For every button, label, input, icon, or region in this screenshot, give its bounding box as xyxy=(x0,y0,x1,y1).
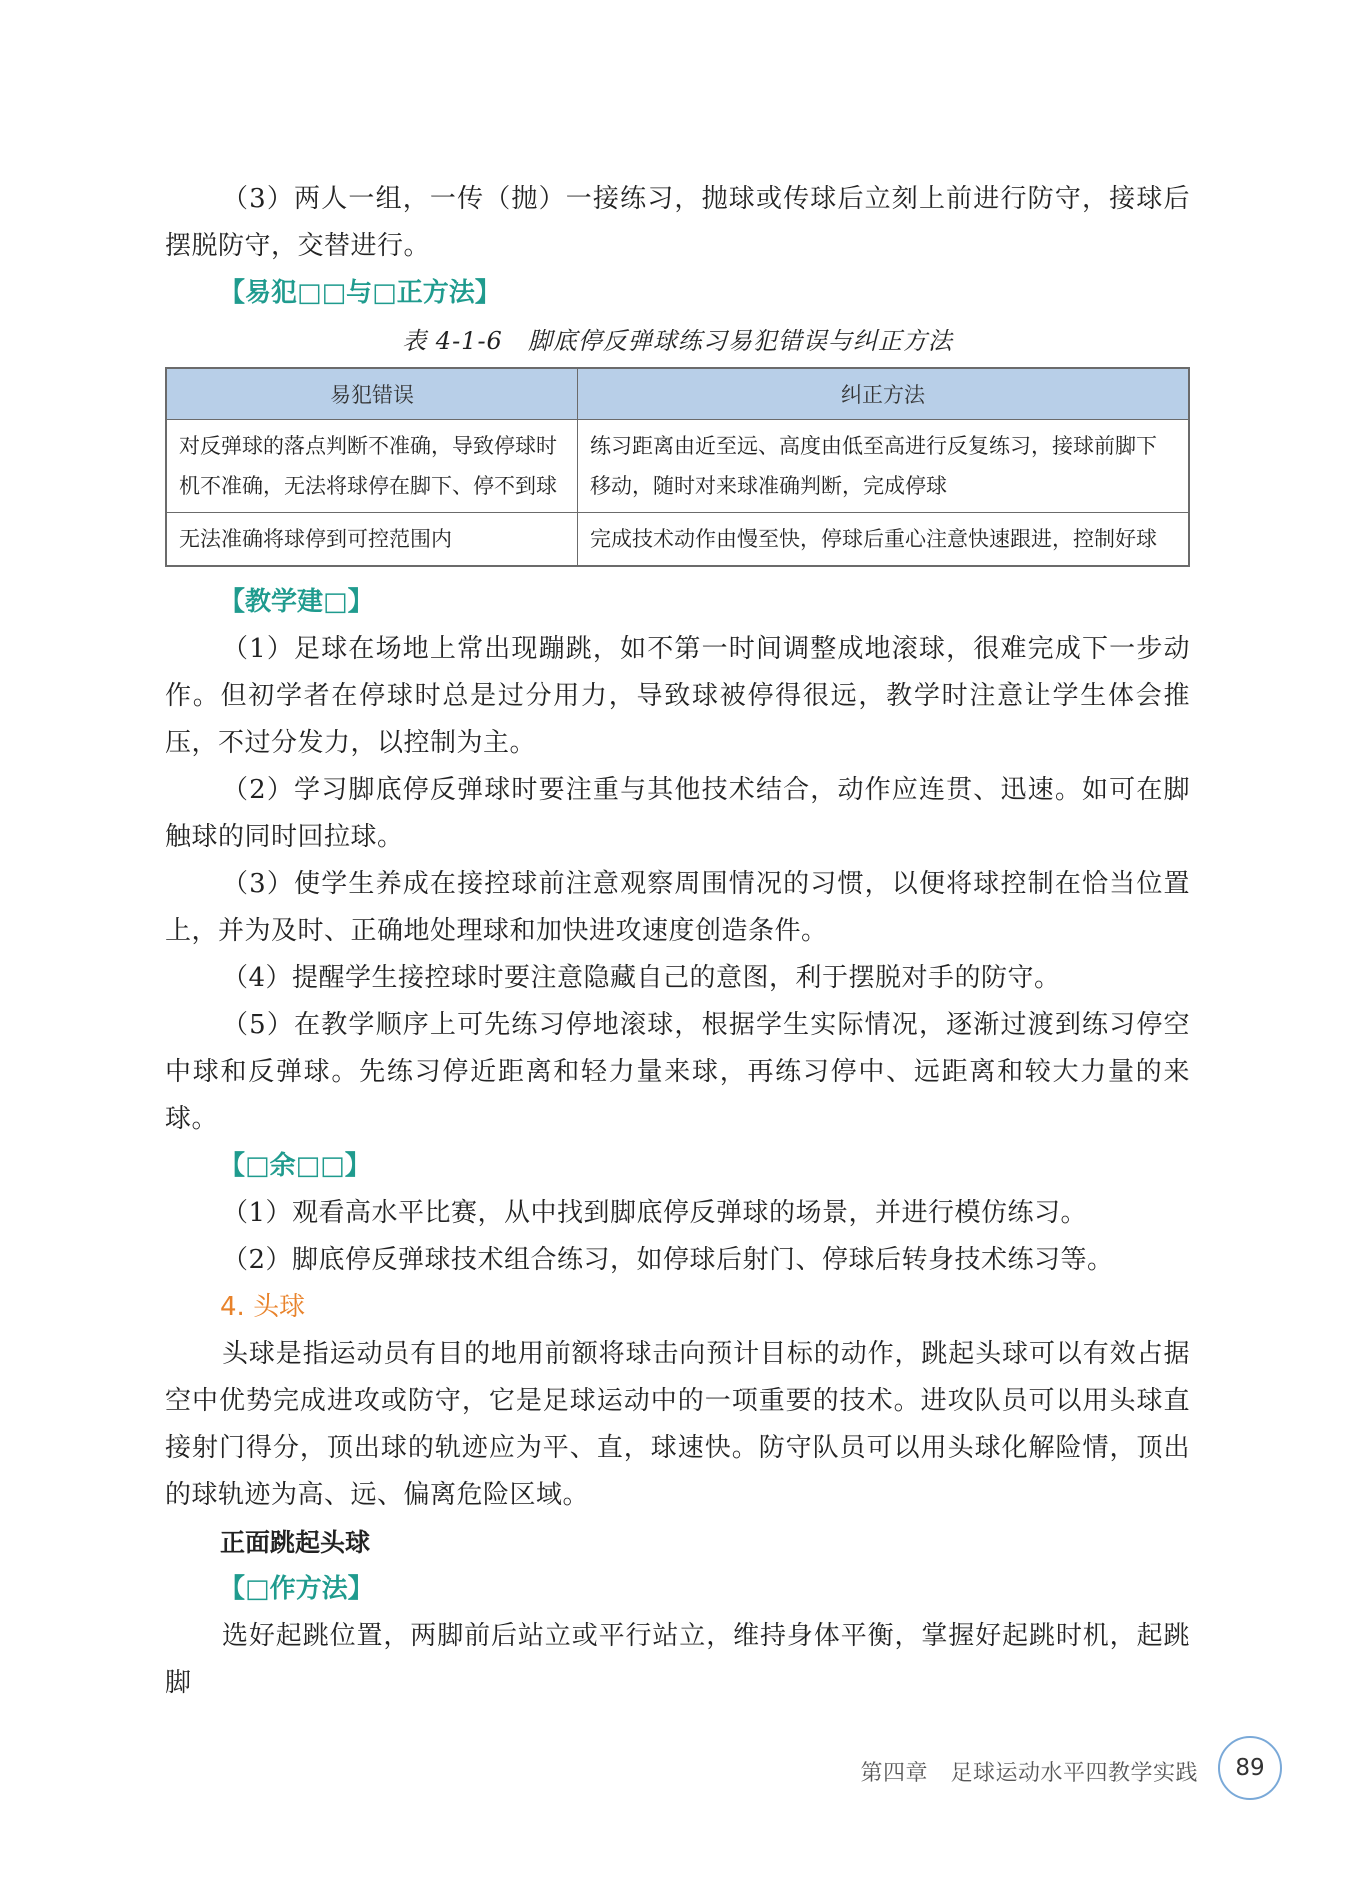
header-ball-paragraph: 头球是指运动员有目的地用前额将球击向预计目标的动作，跳起头球可以有效占据空中优势完成进攻或防守，它是足球运动中的一项重要的技术。进攻队员可以用头球直接射门得分，顶出球的轨迹应为平、直，球速快。防守队员可以用头球化解险情，顶出的球轨迹为高、远、偏离危险区域。 xyxy=(165,1339,1190,1510)
table-row xyxy=(166,513,1189,567)
page-number: 89 xyxy=(1218,1736,1282,1800)
column-header: 纠正方法 xyxy=(578,368,1190,420)
method-heading: 【□作方法】 xyxy=(219,1574,374,1604)
extracurricular-heading: 【□余□□】 xyxy=(219,1151,371,1181)
table-cell: 对反弹球的落点判断不准确，导致停球时机不准确，无法将球停在脚下、停不到球 xyxy=(166,420,578,513)
table-cell: 无法准确将球停到可控范围内 xyxy=(166,513,578,567)
extracurricular-item: （2）脚底停反弹球技术组合练习，如停球后射门、停球后转身技术练习等。 xyxy=(222,1245,1114,1275)
table-cell: 练习距离由近至远、高度由低至高进行反复练习，接球前脚下移动，随时对来球准确判断，完成停球 xyxy=(578,420,1190,513)
teaching-item: （3）使学生养成在接控球前注意观察周围情况的习惯，以便将球控制在恰当位置上，并为及时、正确地处理球和加快进攻速度创造条件。 xyxy=(165,869,1190,946)
table-header-row xyxy=(166,368,1189,420)
chapter-title: 第四章 足球运动水平四教学实践 xyxy=(860,1761,1198,1786)
teaching-item: （1）足球在场地上常出现蹦跳，如不第一时间调整成地滚球，很难完成下一步动作。但初学者在停球时总是过分用力，导致球被停得很远，教学时注意让学生体会推压，不过分发力，以控制为主。 xyxy=(165,634,1190,758)
teaching-item: （4）提醒学生接控球时要注意隐藏自己的意图，利于摆脱对手的防守。 xyxy=(222,963,1061,993)
errors-table xyxy=(165,367,1190,567)
table-row xyxy=(166,420,1189,513)
method-paragraph: 选好起跳位置，两脚前后站立或平行站立，维持身体平衡，掌握好起跳时机，起跳脚 xyxy=(165,1621,1190,1698)
page-body xyxy=(165,176,1190,1707)
subheading-jump-header: 正面跳起头球 xyxy=(220,1528,371,1557)
table-cell: 完成技术动作由慢至快，停球后重心注意快速跟进，控制好球 xyxy=(578,513,1190,567)
column-header: 易犯错误 xyxy=(166,368,578,420)
table-caption: 表 4-1-6 脚底停反弹球练习易犯错误与纠正方法 xyxy=(402,327,953,355)
teaching-item: （2）学习脚底停反弹球时要注重与其他技术结合，动作应连贯、迅速。如可在脚触球的同时回拉球。 xyxy=(165,775,1190,852)
teaching-item: （5）在教学顺序上可先练习停地滚球，根据学生实际情况，逐渐过渡到练习停空中球和反弹球。先练习停近距离和轻力量来球，再练习停中、远距离和较大力量的来球。 xyxy=(165,1010,1190,1134)
page-footer xyxy=(820,1736,1290,1806)
intro-paragraph: （3）两人一组，一传（抛）一接练习，抛球或传球后立刻上前进行防守，接球后摆脱防守，交替进行。 xyxy=(165,184,1190,261)
errors-heading: 【易犯□□与□正方法】 xyxy=(219,278,501,308)
extracurricular-item: （1）观看高水平比赛，从中找到脚底停反弹球的场景，并进行模仿练习。 xyxy=(222,1198,1088,1228)
teaching-heading: 【教学建□】 xyxy=(219,587,374,617)
section-heading-header-ball: 4. 头球 xyxy=(220,1292,306,1322)
